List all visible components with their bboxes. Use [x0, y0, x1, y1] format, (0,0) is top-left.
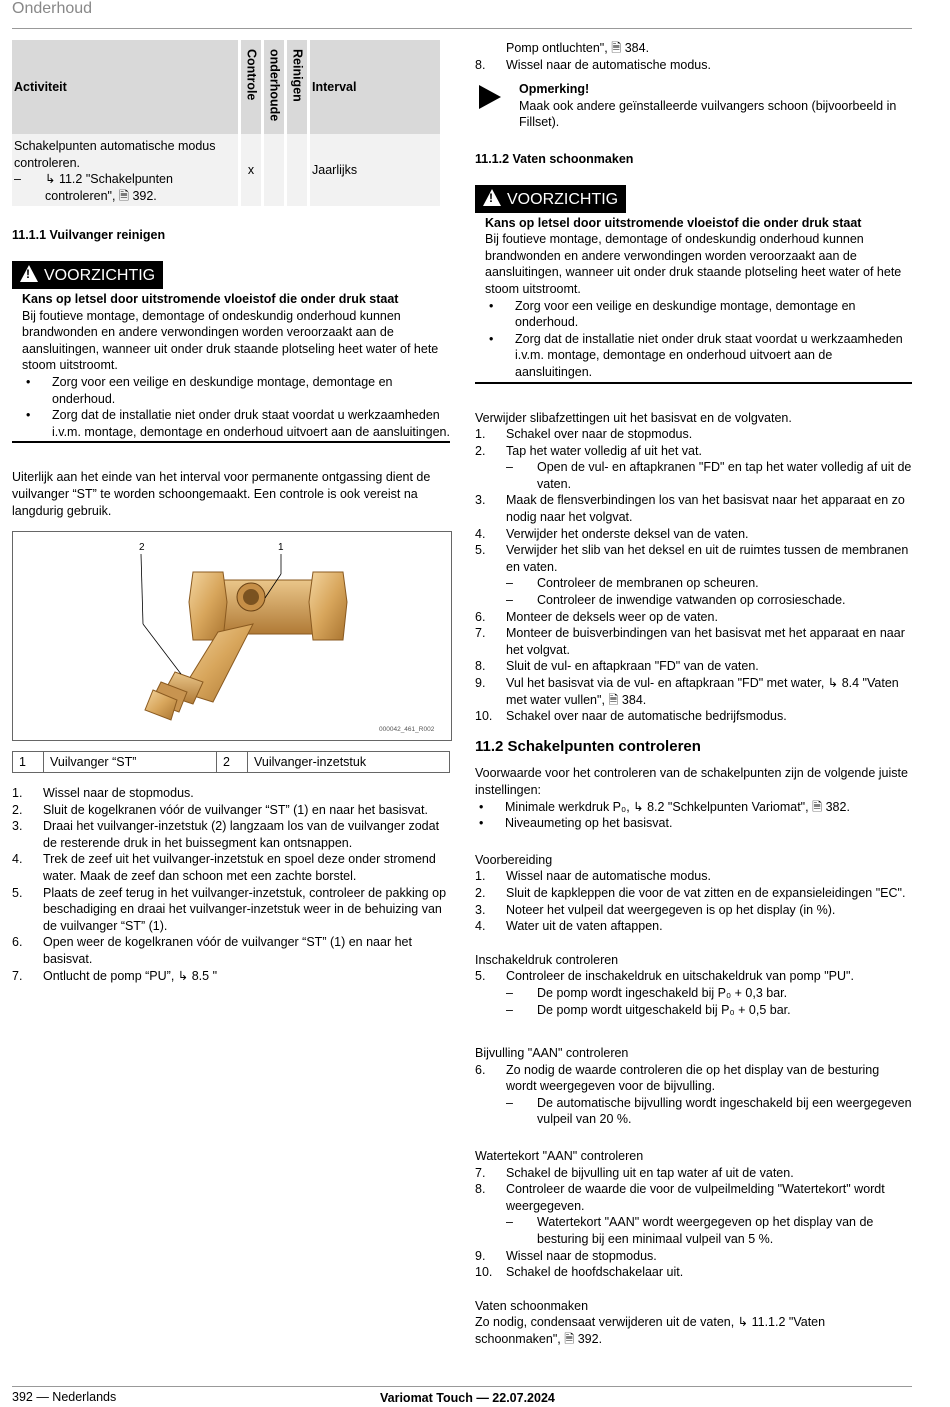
list-item: 5. Verwijder het slib van het deksel en uit de ruimtes tussen de membranen en vaten.: [475, 543, 909, 574]
note-title: Opmerking!: [519, 82, 590, 97]
warning-triangle-icon: !: [483, 189, 501, 206]
list-item: 8. Sluit de vul- en aftapkraan "FD" van de vaten.: [475, 659, 759, 674]
figure-legend: [12, 751, 450, 773]
footer-doc: Variomat Touch — 22.07.2024: [380, 1391, 555, 1405]
list-item: 8. Wissel naar de automatische modus.: [475, 57, 711, 72]
list-item: 1. Wissel naar de automatische modus.: [475, 869, 711, 884]
cell-onderhoud: [264, 134, 284, 206]
legend-text: Vuilvanger “ST”: [44, 752, 217, 773]
list-item: 2. Tap het water volledig af uit het vat.: [475, 443, 702, 458]
vaten-intro: Verwijder slibafzettingen uit het basisvat en de volgvaten.: [475, 410, 792, 425]
warning-box-2: [475, 185, 912, 384]
s112-bullets: [475, 799, 912, 832]
activity-text: Schakelpunten automatische modus controleren.: [14, 139, 216, 170]
list-item: 6. Zo nodig de waarde controleren die op het display van de besturing wordt weergegeven voor de bijvulling.: [475, 1062, 880, 1094]
warning-body: [12, 291, 450, 443]
step-8-list: [475, 57, 912, 74]
warning-text: Bij foutieve montage, demontage of ondeskundig onderhoud kunnen brandwonden en andere verwondingen worden veroorzaakt aan de aansluitingen, wanneer uit onder druk staande plotseling heet water of hete stoom uitstroomt.: [22, 308, 439, 373]
list-item: • Niveaumeting op het basisvat.: [475, 815, 912, 832]
vs-title: Vaten schoonmaken: [475, 1298, 589, 1313]
insch-title: Inschakeldruk controleren: [475, 952, 619, 967]
insch-steps: [475, 968, 912, 1018]
list-item: • Zorg dat de installatie niet onder druk staat voordat u werkzaamheden i.v.m. montage, demontage en onderhoud uitvoert aan de aansluitingen.: [22, 407, 450, 440]
cell-controle: x: [241, 134, 261, 206]
activity-ref[interactable]: – ↳ 11.2 "Schakelpunten controleren", 🗎 392.: [14, 172, 173, 203]
list-item: 10. Schakel de hoofdschakelaar uit.: [475, 1265, 684, 1280]
bij-steps: [475, 1062, 912, 1128]
sub-item: – Watertekort "AAN" wordt weergegeven op het display van de besturing bij een minimaal vulpeil van 5 %.: [475, 1214, 912, 1247]
cell-activity: [12, 134, 238, 206]
strainer-illustration: [13, 532, 451, 740]
activity-table: [9, 40, 443, 206]
list-item: 2. Sluit de kapkleppen die voor de vat zitten en de expansieleidingen "EC".: [475, 885, 906, 900]
list-item: 4. Water uit de vaten aftappen.: [475, 919, 663, 934]
list-item: 7. Monteer de buisverbindingen van het basisvat met het apparaat en naar het volgvat.: [475, 626, 905, 657]
note-arrow-icon: [479, 85, 501, 109]
th-onderhoud: onderhoude: [264, 40, 284, 134]
steps-list-1: [12, 785, 450, 984]
wt-steps: [475, 1165, 912, 1281]
legend-num: 1: [13, 752, 44, 773]
list-item: 7. Ontlucht de pomp “PU”, ↳ 8.5 ": [12, 968, 218, 983]
list-item: • Zorg voor een veilige en deskundige montage, demontage en onderhoud.: [22, 374, 450, 407]
prep-title: Voorbereiding: [475, 852, 553, 867]
warning-body: [475, 215, 912, 384]
heading-11-1-2: 11.1.2 Vaten schoonmaken: [475, 151, 634, 166]
cell-reinigen: [287, 134, 307, 206]
th-controle: Controle: [241, 40, 261, 134]
sub-item: – De pomp wordt uitgeschakeld bij P₀ + 0,5 bar.: [475, 1002, 912, 1019]
vs-text: Zo nodig, condensaat verwijderen uit de vaten, ↳ 11.1.2 "Vaten schoonmaken", 🗎 392.: [475, 1315, 826, 1346]
warning-label: ! VOORZICHTIG: [475, 185, 626, 213]
list-item: 9. Wissel naar de stopmodus.: [475, 1248, 657, 1263]
page-footer: [12, 1386, 912, 1406]
sub-item: – De automatische bijvulling wordt ingeschakeld bij een weergegeven vulpeil van 20 %.: [475, 1095, 912, 1128]
list-item: 3. Draai het vuilvanger-inzetstuk (2) langzaam los van de vuilvanger zodat de resterende druk in het buissegment kan ontsnappen.: [12, 819, 440, 850]
warning-title: Kans op letsel door uitstromende vloeistof die onder druk staat: [485, 215, 862, 230]
cell-interval: Jaarlijks: [310, 134, 440, 206]
sub-item: – Controleer de inwendige vatwanden op corrosieschade.: [475, 592, 912, 609]
heading-11-1-1: 11.1.1 Vuilvanger reinigen: [12, 228, 166, 243]
list-item: 7. Schakel de bijvulling uit en tap water af uit de vaten.: [475, 1165, 794, 1180]
warning-bullets: [485, 298, 912, 381]
figure-container: [12, 531, 450, 739]
list-item: 9. Vul het basisvat via de vul- en aftapkraan "FD" met water, ↳ 8.4 "Vaten met water vullen", 🗎 384.: [475, 676, 899, 707]
prep-steps: [475, 868, 912, 934]
list-item: • Minimale werkdruk P₀, ↳ 8.2 "Schkelpunten Variomat", 🗎 382.: [475, 799, 912, 816]
continued-text: Pomp ontluchten", 🗎 384.: [506, 41, 650, 55]
page-header: [12, 0, 912, 29]
sub-item: – Open de vul- en aftapkranen "FD" en tap het water volledig af uit de vaten.: [475, 459, 912, 492]
warning-triangle-icon: !: [20, 265, 38, 282]
sub-item: – Controleer de membranen op scheuren.: [475, 575, 912, 592]
list-item: 3. Maak de flensverbindingen los van het basisvat naar het apparaat en zo nodig naar het volgvat.: [475, 493, 905, 525]
list-item: • Zorg dat de installatie niet onder druk staat voordat u werkzaamheden i.v.m. montage, demontage en onderhoud uitvoert aan de aansluitingen.: [485, 331, 912, 381]
list-item: 1. Wissel naar de stopmodus.: [12, 786, 194, 801]
th-interval: Interval: [310, 40, 440, 134]
list-item: 4. Trek de zeef uit het vuilvanger-inzetstuk en spoel deze onder stromend water. Maak de zeef dan schoon met een zachte borstel.: [12, 852, 436, 884]
list-item: 1. Schakel over naar de stopmodus.: [475, 427, 693, 442]
warning-bullets: [22, 374, 450, 440]
list-item: 6. Open weer de kogelkranen vóór de vuilvanger “ST” (1) en naar het basisvat.: [12, 935, 412, 967]
fig-label-2: 2: [139, 542, 145, 554]
section-title: Onderhoud: [12, 0, 93, 17]
s112-intro: Voorwaarde voor het controleren van de schakelpunten zijn de volgende juiste instellingen:: [475, 766, 908, 797]
note-box: [475, 81, 912, 131]
note-text: Maak ook andere geïnstalleerde vuilvangers schoon (bijvoorbeeld in Fillset).: [519, 98, 897, 130]
sub-item: – De pomp wordt ingeschakeld bij P₀ + 0,3 bar.: [475, 985, 912, 1002]
list-item: 4. Verwijder het onderste deksel van de vaten.: [475, 526, 749, 541]
heading-11-2: 11.2 Schakelpunten controleren: [475, 737, 701, 755]
th-activiteit: Activiteit: [12, 40, 238, 134]
fig-code: 000042_461_R002: [379, 726, 435, 734]
list-item: 3. Noteer het vulpeil dat weergegeven is op het display (in %).: [475, 902, 836, 917]
list-item: 2. Sluit de kogelkranen vóór de vuilvanger “ST” (1) en naar het basisvat.: [12, 802, 428, 817]
right-column: [475, 40, 912, 1348]
list-item: 10. Schakel over naar de automatische bedrijfsmodus.: [475, 709, 787, 724]
wt-title: Watertekort "AAN" controleren: [475, 1149, 644, 1164]
list-item: 8. Controleer de waarde die voor de vulpeilmelding "Watertekort" wordt weergegeven.: [475, 1182, 885, 1213]
th-reinigen: Reinigen: [287, 40, 307, 134]
left-column: [12, 40, 450, 984]
bij-title: Bijvulling "AAN" controleren: [475, 1046, 629, 1061]
list-item: 5. Controleer de inschakeldruk en uitschakeldruk van pomp "PU".: [475, 969, 854, 984]
list-item: 5. Plaats de zeef terug in het vuilvanger-inzetstuk, controleer de pakking op beschadiging en draai het vuilvanger-inzetstuk weer in de behuizing van de vuilvanger “ST” (1).: [12, 885, 447, 933]
warning-title: Kans op letsel door uitstromende vloeistof die onder druk staat: [22, 291, 399, 306]
list-item: • Zorg voor een veilige en deskundige montage, demontage en onderhoud.: [485, 298, 912, 331]
intro-paragraph: Uiterlijk aan het einde van het interval voor permanente ontgassing dient de vuilvanger “ST” te worden schoongemaakt. Een controle is ook vereist na langdurig gebruik.: [12, 470, 431, 518]
legend-num: 2: [217, 752, 248, 773]
legend-text: Vuilvanger-inzetstuk: [248, 752, 450, 773]
list-item: 6. Monteer de deksels weer op de vaten.: [475, 609, 718, 624]
footer-page: 392 — Nederlands: [12, 1390, 117, 1404]
fig-label-1: 1: [278, 542, 284, 554]
warning-text: Bij foutieve montage, demontage of ondeskundig onderhoud kunnen brandwonden en andere verwondingen worden veroorzaakt aan de aansluitingen, wanneer uit onder druk staande plotseling heet water of hete stoom uitstroomt.: [485, 232, 902, 296]
strainer-figure: [12, 531, 452, 741]
warning-label: ! VOORZICHTIG: [12, 261, 163, 289]
warning-box-1: [12, 261, 450, 443]
vaten-steps: [475, 426, 912, 725]
